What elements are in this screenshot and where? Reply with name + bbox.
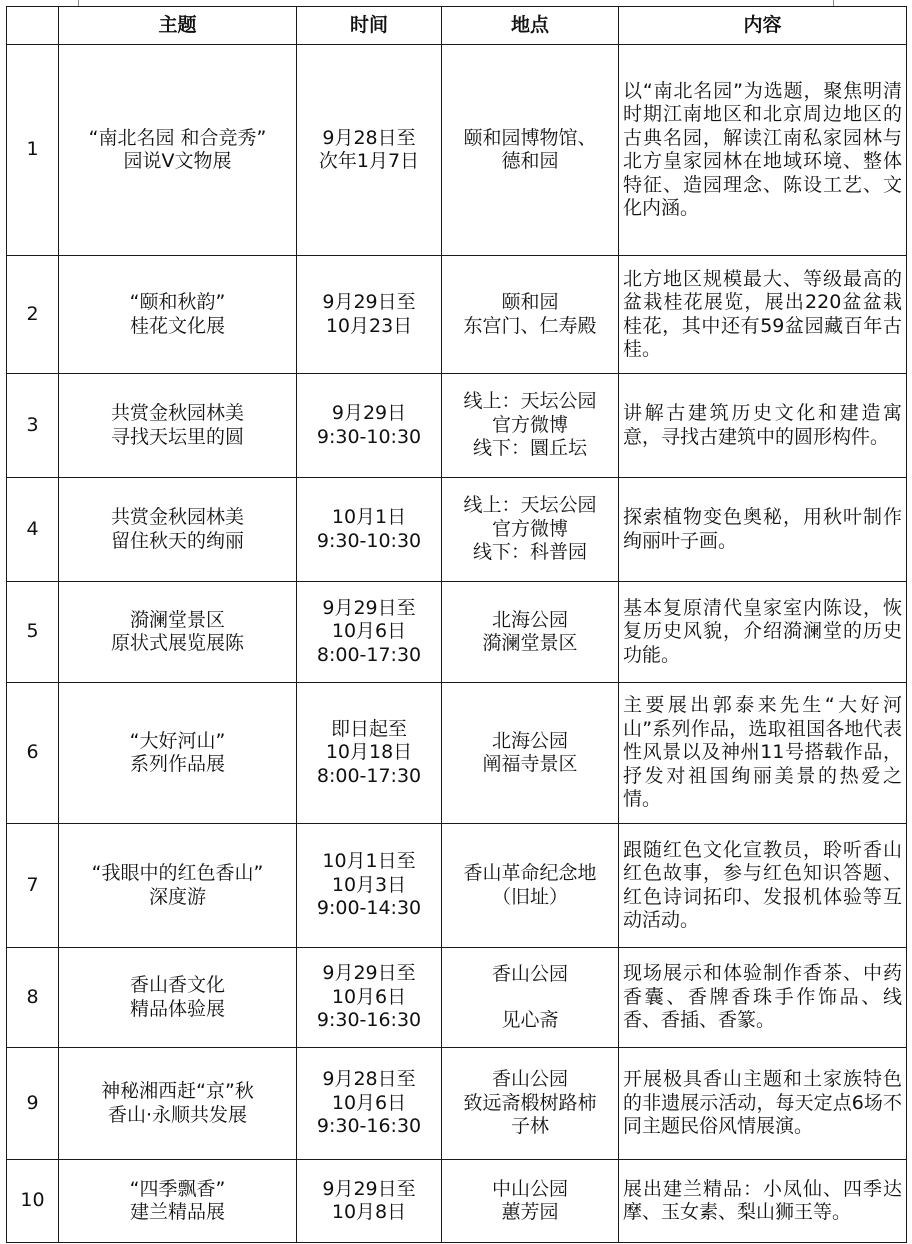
place-line: （旧址） [491, 885, 568, 908]
place-line: 香山革命纪念地 [463, 862, 597, 884]
time-line: 即日起至 [330, 717, 407, 740]
row-content: 基本复原清代皇家室内陈设，恢复历史风貌，介绍漪澜堂的历史功能。 [619, 582, 907, 683]
place-line: 漪澜堂景区 [482, 632, 578, 654]
time-line: 8:00-17:30 [316, 643, 422, 666]
time-line: 10月8日 [331, 1201, 407, 1223]
topic-line: 共赏金秋园林美 [110, 506, 244, 528]
row-number: 7 [7, 824, 59, 948]
row-place [442, 824, 619, 948]
row-topic [59, 45, 297, 256]
topic-line: “颐和秋韵” [129, 291, 226, 313]
row-topic [59, 683, 297, 824]
place-line: 颐和园博物馆、 [463, 126, 597, 149]
place-line: 致远斋椴树路柿 [463, 1091, 597, 1114]
time-line: 9:00-14:30 [316, 897, 422, 920]
table-row [7, 948, 907, 1048]
header-num [7, 7, 59, 45]
table-row [7, 1160, 907, 1243]
table-row [7, 478, 907, 582]
row-topic [59, 478, 297, 582]
topic-line: 园说Ⅴ文物展 [123, 150, 232, 172]
topic-line: 建兰精品展 [129, 1201, 225, 1223]
time-line: 10月6日 [331, 620, 407, 643]
row-place [442, 948, 619, 1048]
row-time [297, 45, 442, 256]
row-number: 1 [7, 45, 59, 256]
row-time [297, 824, 442, 948]
place-line: 蕙芳园 [501, 1201, 559, 1223]
header-place: 地点 [442, 7, 619, 45]
place-line: 官方微博 [491, 517, 568, 540]
row-number: 8 [7, 948, 59, 1048]
place-line: 官方微博 [491, 413, 568, 436]
row-time [297, 948, 442, 1048]
place-line: 子林 [510, 1115, 549, 1138]
time-line: 10月1日 [331, 506, 407, 528]
row-content: 北方地区规模最大、等级最高的盆栽桂花展览，展出220盆盆栽桂花，其中还有59盆园藏百年古桂。 [619, 256, 907, 374]
row-topic [59, 948, 297, 1048]
events-table [6, 6, 907, 1243]
row-topic [59, 374, 297, 478]
topic-line: 系列作品展 [129, 753, 225, 775]
time-line: 9月28日至 [322, 1068, 416, 1091]
place-line: 德和园 [501, 150, 559, 172]
topic-line: “南北名园 和合竞秀” [88, 126, 267, 149]
table-row [7, 683, 907, 824]
row-place [442, 683, 619, 824]
place-line: 香山公园 [491, 1068, 568, 1091]
topic-line: “四季飘香” [129, 1177, 226, 1200]
place-line: 北海公园 [491, 729, 568, 752]
time-line: 9月29日至 [322, 291, 416, 313]
time-line: 10月3日 [331, 873, 407, 896]
time-line: 10月6日 [331, 1091, 407, 1114]
row-time [297, 582, 442, 683]
table-row [7, 582, 907, 683]
row-time [297, 1160, 442, 1243]
topic-line: 原状式展览展陈 [110, 632, 244, 654]
table-row [7, 374, 907, 478]
time-line: 9月29日至 [322, 1177, 416, 1200]
row-place [442, 582, 619, 683]
place-line: 中山公园 [491, 1177, 568, 1200]
place-line: 北海公园 [491, 608, 568, 631]
time-line: 8:00-17:30 [316, 764, 422, 787]
row-place [442, 478, 619, 582]
place-line: 线下：圜丘坛 [472, 437, 587, 460]
row-topic [59, 824, 297, 948]
place-line: 见心斋 [501, 1009, 559, 1031]
time-line: 9:30-16:30 [316, 1115, 422, 1138]
topic-line: 共赏金秋园林美 [110, 402, 244, 424]
topic-line: 香山·永顺共发展 [107, 1103, 248, 1126]
time-line: 10月1日至 [322, 850, 416, 873]
place-line: 阐福寺景区 [482, 753, 578, 775]
row-content: 以“南北名园”为选题，聚焦明清时期江南地区和北京周边地区的古典名园，解读江南私家园林与北方皇家园林在地域环境、整体特征、造园理念、陈设工艺、文化内涵。 [619, 45, 907, 256]
place-line: 线上：天坛公园 [463, 494, 597, 517]
time-line: 次年1月7日 [318, 150, 420, 172]
time-line: 10月6日 [331, 985, 407, 1008]
header-time: 时间 [297, 7, 442, 45]
time-line: 10月18日 [325, 741, 413, 764]
time-line: 9:30-10:30 [316, 425, 422, 448]
row-topic [59, 582, 297, 683]
place-line: 东宫门、仁寿殿 [463, 314, 597, 337]
row-content: 讲解古建筑历史文化和建造寓意，寻找古建筑中的圆形构件。 [619, 374, 907, 478]
table-row [7, 45, 907, 256]
row-time [297, 478, 442, 582]
row-place [442, 256, 619, 374]
row-number: 5 [7, 582, 59, 683]
row-number: 2 [7, 256, 59, 374]
row-number: 4 [7, 478, 59, 582]
row-time [297, 1048, 442, 1160]
row-content: 主要展出郭泰来先生“大好河山”系列作品，选取祖国各地代表性风景以及神州11号搭载作品，抒发对祖国绚丽美景的热爱之情。 [619, 683, 907, 824]
header-row [7, 7, 907, 45]
topic-line: 神秘湘西赶“京”秋 [101, 1080, 254, 1102]
time-line: 9月29日至 [322, 962, 416, 985]
row-content: 展出建兰精品：小凤仙、四季达摩、玉女素、梨山狮王等。 [619, 1160, 907, 1243]
topic-line: 桂花文化展 [129, 314, 225, 337]
time-line: 9:30-10:30 [316, 529, 422, 552]
topic-line: “我眼中的红色香山” [91, 862, 264, 884]
row-topic [59, 1048, 297, 1160]
table-row [7, 1048, 907, 1160]
row-place [442, 1160, 619, 1243]
table-row [7, 824, 907, 948]
row-place [442, 374, 619, 478]
topic-line: 留住秋天的绚丽 [110, 529, 244, 552]
place-line: 颐和园 [501, 291, 559, 313]
row-time [297, 683, 442, 824]
topic-line: “大好河山” [129, 729, 226, 752]
time-line: 9月28日至 [322, 126, 416, 149]
time-line: 9:30-16:30 [316, 1009, 422, 1032]
row-topic [59, 1160, 297, 1243]
place-line: 线上：天坛公园 [463, 390, 597, 413]
time-line: 10月23日 [325, 314, 413, 337]
place-line: 线下：科普园 [472, 541, 587, 564]
time-line: 9月29日至 [322, 596, 416, 619]
topic-line: 精品体验展 [129, 997, 225, 1020]
row-time [297, 256, 442, 374]
row-place [442, 45, 619, 256]
topic-line: 香山香文化 [129, 974, 225, 996]
table-row [7, 256, 907, 374]
row-content: 开展极具香山主题和土家族特色的非遗展示活动，每天定点6场不同主题民俗风情展演。 [619, 1048, 907, 1160]
header-content: 内容 [619, 7, 907, 45]
time-line: 9月29日 [331, 402, 407, 424]
place-spacer [446, 986, 614, 1009]
row-topic [59, 256, 297, 374]
topic-line: 深度游 [148, 885, 206, 908]
row-content: 现场展示和体验制作香茶、中药香囊、香牌香珠手作饰品、线香、香插、香篆。 [619, 948, 907, 1048]
row-place [442, 1048, 619, 1160]
row-number: 3 [7, 374, 59, 478]
row-number: 9 [7, 1048, 59, 1160]
row-time [297, 374, 442, 478]
topic-line: 寻找天坛里的圆 [110, 425, 244, 448]
header-topic: 主题 [59, 7, 297, 45]
row-content: 跟随红色文化宣教员，聆听香山红色故事，参与红色知识答题、红色诗词拓印、发报机体验等互动活动。 [619, 824, 907, 948]
row-number: 10 [7, 1160, 59, 1243]
topic-line: 漪澜堂景区 [129, 608, 225, 631]
row-content: 探索植物变色奥秘，用秋叶制作绚丽叶子画。 [619, 478, 907, 582]
row-number: 6 [7, 683, 59, 824]
place-line: 香山公园 [491, 962, 568, 985]
